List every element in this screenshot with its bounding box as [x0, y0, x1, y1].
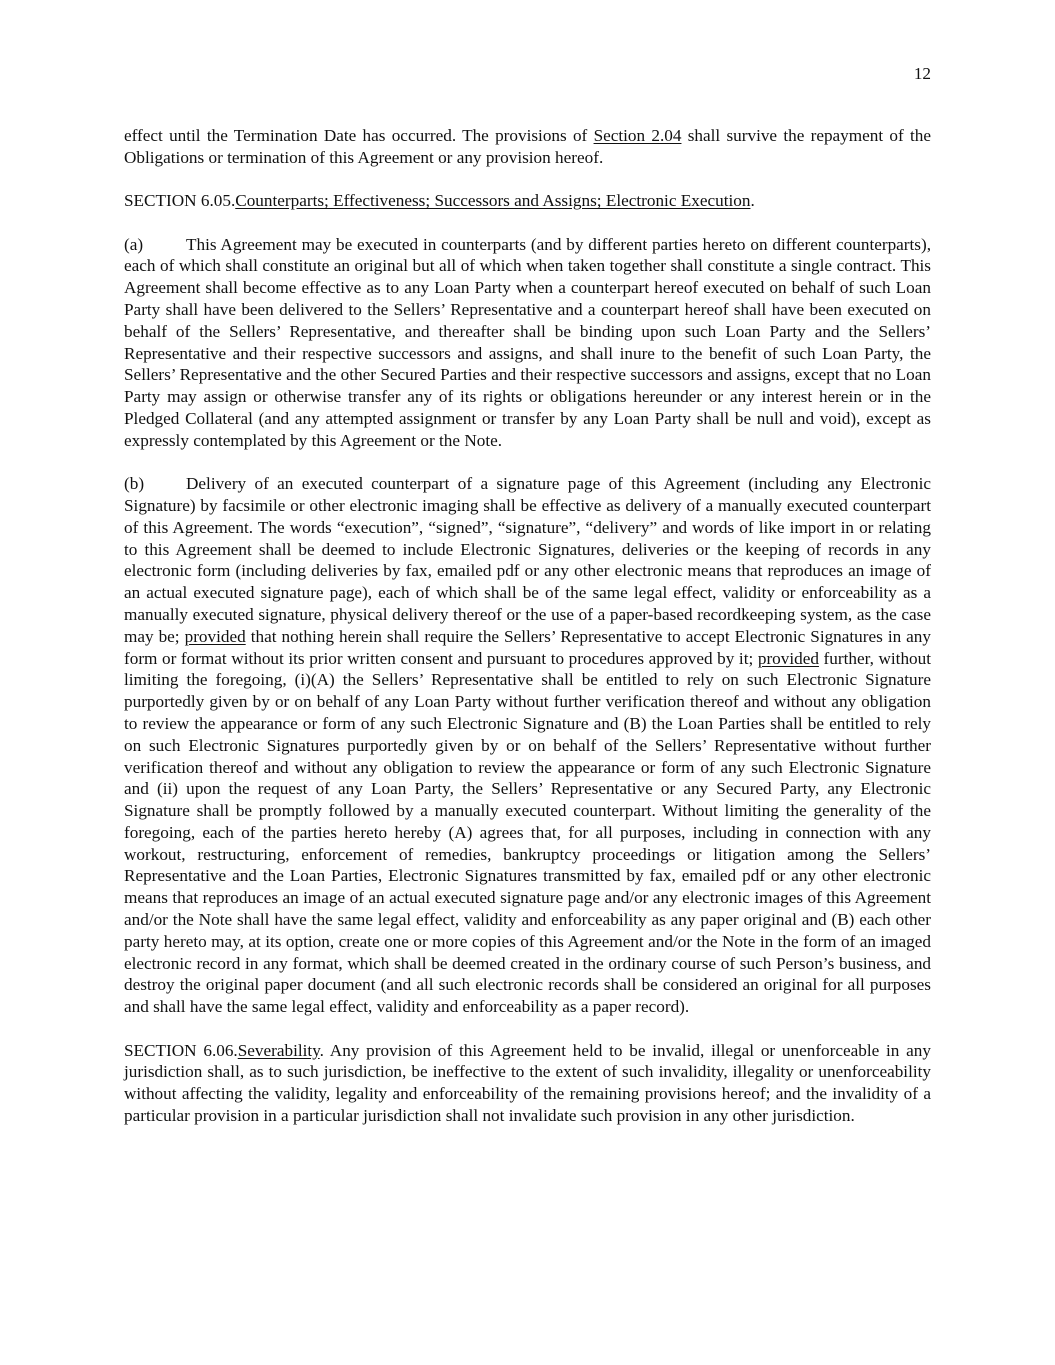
paragraph-text: shall survive the repayment of the Obligations or termination of this Agreement or any provision hereof. — [124, 126, 931, 167]
provided-term: provided — [184, 626, 246, 646]
paragraph-text: This Agreement may be executed in counterparts (and by different parties hereto on different counterparts), each of which shall constitute an original but all of which when taken together shall constitute a single contract. This Agreement shall become effective as to any Loan Party when a counterpart hereof executed on behalf of such Loan Party shall have been delivered to the Sellers’ Representative and a counterpart hereof shall have been executed on behalf of the Sellers’ Representative, and thereafter shall be binding upon such Loan Party and the Sellers’ Representative and their respective successors and assigns, and shall inure to the benefit of such Loan Party, the Sellers’ Representative and the other Secured Parties and their respective successors and assigns, except that no Loan Party may assign or otherwise transfer any of its rights or obligations hereunder or any interest herein or in the Pledged Collateral (and any attempted assignment or transfer by any Loan Party shall be null and void), except as expressly contemplated by this Agreement or the Note. — [124, 234, 931, 450]
paragraph-text: effect until the Termination Date has occurred. The provisions of — [124, 126, 594, 145]
paragraph-b — [124, 473, 931, 1018]
section-number: SECTION 6.05. — [124, 191, 236, 211]
paragraph-text: further, without limiting the foregoing, (i)(A) the Sellers’ Representative shall be entitled to rely on such Electronic Signature purportedly given by or on behalf of any Loan Party without further verification thereof and without any obligation to review the appearance or form of any such Electronic Signature and (B) the Loan Parties shall be entitled to rely on such Electronic Signatures purportedly given by or on behalf of the Sellers’ Representative without further verification thereof and without any obligation to review the appearance or form of any such Electronic Signature and (ii) upon the request of any Loan Party, the Sellers’ Representative or any Secured Party, any Electronic Signature shall be promptly followed by a manually executed counterpart. Without limiting the generality of the foregoing, each of the parties hereto hereby (A) agrees that, for all purposes, including in connection with any workout, restructuring, enforcement of remedies, bankruptcy proceedings or litigation among the Sellers’ Representative and the Loan Parties, Electronic Signatures transmitted by fax, emailed pdf or any other electronic means that reproduces an image of an actual executed signature page and/or any electronic images of this Agreement and/or the Note shall have the same legal effect, validity and enforceability as any paper original and (B) each other party hereto may, at its option, create one or more copies of this Agreement and/or the Note in the form of an imaged electronic record in any format, which shall be deemed created in the ordinary course of such Person’s business, and destroy the original paper document (and all such electronic records shall be considered an original for all purposes and shall have the same legal effect, validity and enforceability as a paper record). — [124, 648, 932, 1017]
paragraph-label: (b) — [124, 474, 145, 494]
page-content — [124, 125, 931, 1148]
section-title-end: . — [750, 191, 755, 211]
section-title: Counterparts; Effectiveness; Successors and Assigns; Electronic Execution — [235, 191, 751, 211]
page-number: 12 — [913, 64, 931, 83]
paragraph-continued — [124, 125, 931, 169]
paragraph-text: . Any provision of this Agreement held to be invalid, illegal or unenforceable in any jurisdiction shall, as to such jurisdiction, be ineffective to the extent of such invalidity, illegality or unenforceability without affecting the validity, legality and enforceability of the remaining provisions hereof; and the invalidity of a particular provision in a particular jurisdiction shall not invalidate such provision in any other jurisdiction. — [124, 1040, 931, 1126]
provided-term: provided — [757, 648, 819, 668]
paragraph-text: that nothing herein shall require the Sellers’ Representative to accept Electronic Signatures in any form or format without its prior written consent and pursuant to procedures approved by it; — [124, 626, 931, 668]
section-606 — [124, 1040, 931, 1127]
section-number: SECTION 6.06. — [124, 1040, 238, 1060]
paragraph-label: (a) — [124, 234, 144, 254]
section-title: Severability — [237, 1040, 320, 1060]
paragraph-a — [124, 234, 931, 452]
paragraph-text: Delivery of an executed counterpart of a signature page of this Agreement (including any Electronic Signature) by facsimile or other electronic imaging shall be effective as delivery of a manually executed counterpart of this Agreement. The words “execution”, “signed”, “signature”, “delivery” and words of like import in or relating to this Agreement shall be deemed to include Electronic Signatures, deliveries or the keeping of records in any electronic form (including deliveries by fax, emailed pdf or any other electronic means that reproduces an image of an actual executed signature page), each of which shall be of the same legal effect, validity or enforceability as a manually executed signature, physical delivery thereof or the use of a paper-based recordkeeping system, as the case may be; — [124, 474, 931, 646]
section-heading-605 — [124, 190, 931, 212]
section-reference-link: Section 2.04 — [593, 126, 682, 145]
